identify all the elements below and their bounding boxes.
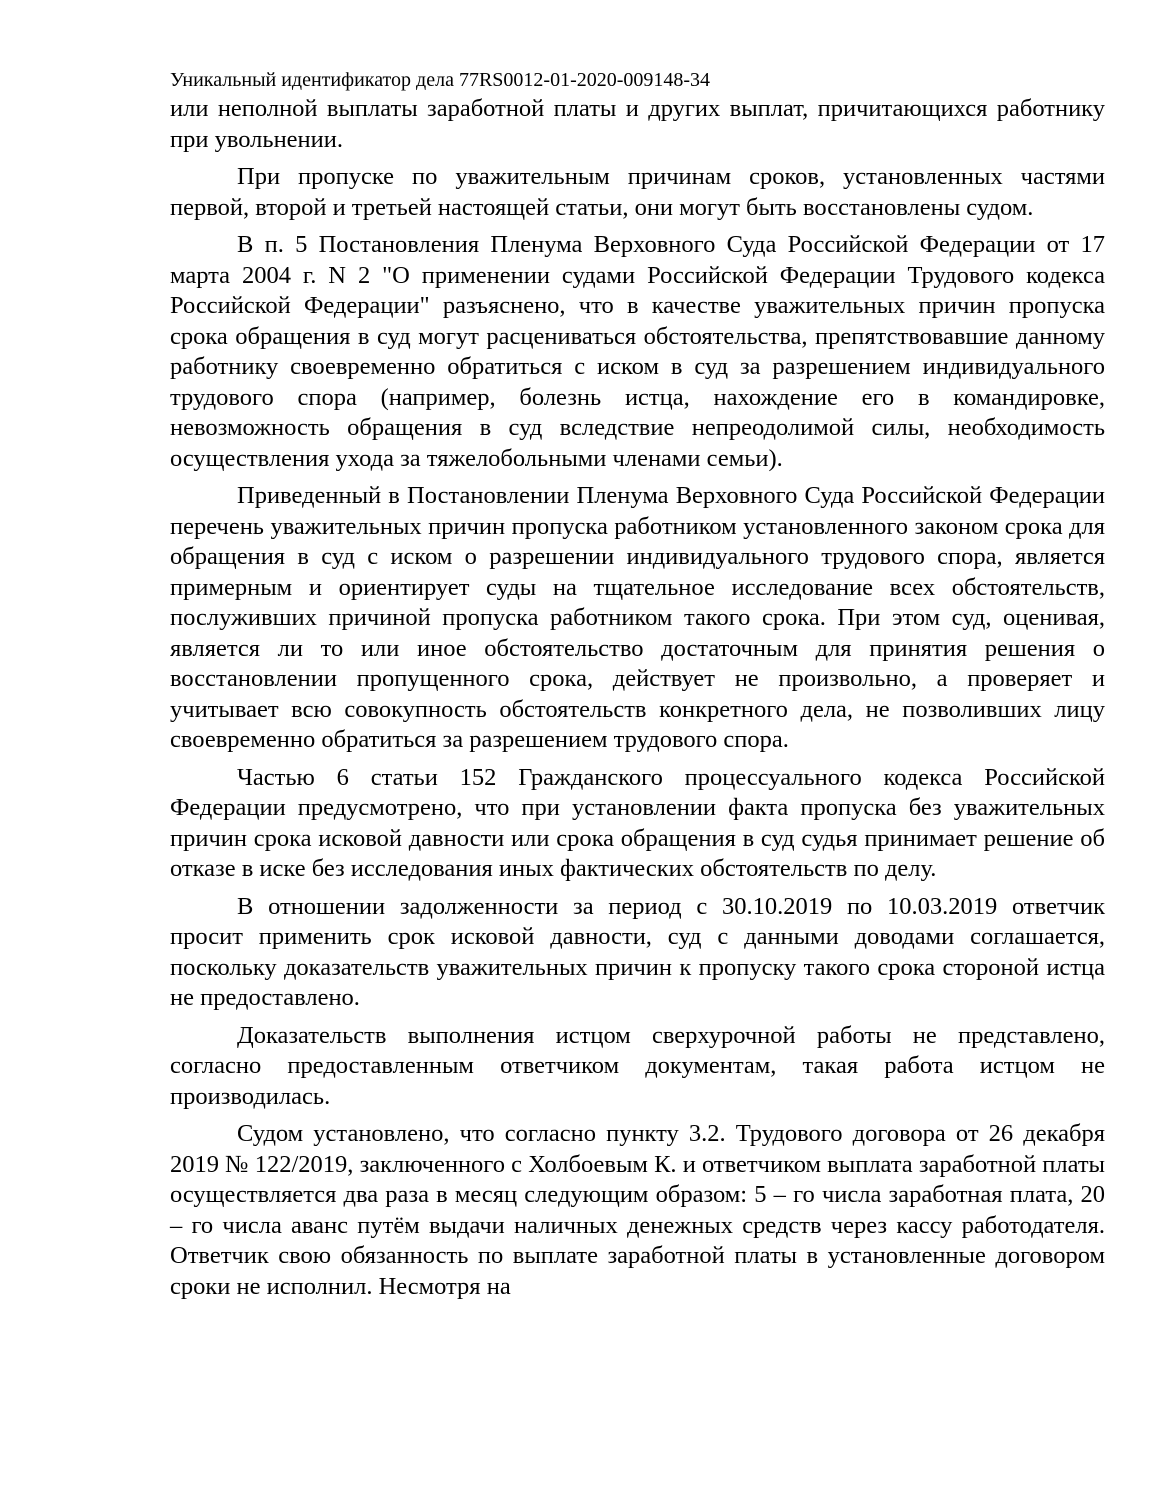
paragraph-plenum-clarification: В п. 5 Постановления Пленума Верховного Суда Российской Федерации от 17 марта 2004 г. N 2 "О применении судами Российской Федерации Трудового кодекса Российской Федерации" разъяснено, что в качестве уважительных причин пропуска срока обращения в суд могут расцениваться обстоятельства, препятствовавшие данному работнику своевременно обратиться с иском в суд за разрешением индивидуального трудового спора (например, болезнь истца, нахождение его в командировке, невозможность обращения в суд вследствие непреодолимой силы, необходимость осуществления ухода за тяжелобольными членами семьи). <box>170 231 1105 472</box>
paragraph-restoration-of-terms: При пропуске по уважительным причинам сроков, установленных частями первой, второй и третьей настоящей статьи, они могут быть восстановлены судом. <box>170 163 1105 221</box>
paragraph-overtime-evidence: Доказательств выполнения истцом сверхурочной работы не представлено, согласно предоставленным ответчиком документам, такая работа истцом не производилась. <box>170 1021 1105 1110</box>
paragraph-continuation: или неполной выплаты заработной платы и других выплат, причитающихся работнику при увольнении. <box>170 95 1105 153</box>
case-identifier: Уникальный идентификатор дела 77RS0012-01-2020-009148-34 <box>170 69 711 91</box>
paragraph-civil-procedure-code: Частью 6 статьи 152 Гражданского процессуального кодекса Российской Федерации предусмотрено, что при установлении факта пропуска без уважительных причин срока исковой давности или срока обращения в суд судья принимает решение об отказе в иске без исследования иных фактических обстоятельств по делу. <box>170 763 1105 882</box>
paragraph-labor-contract: Судом установлено, что согласно пункту 3.2. Трудового договора от 26 декабря 2019 № 122/2019, заключенного с Холбоевым К. и ответчиком выплата заработной платы осуществляется два раза в месяц следующим образом: 5 – го числа заработная плата, 20 – го числа аванс путём выдачи наличных денежных средств через кассу работодателя. Ответчик свою обязанность по выплате заработной платы в установленные договором сроки не исполнил. Несмотря на <box>170 1120 1105 1300</box>
paragraph-statute-of-limitations: В отношении задолженности за период с 30.10.2019 по 10.03.2019 ответчик просит применить срок исковой давности, суд с данными доводами соглашается, поскольку доказательств уважительных причин к пропуску такого срока стороной истца не предоставлено. <box>170 892 1105 1011</box>
paragraph-list-of-reasons: Приведенный в Постановлении Пленума Верховного Суда Российской Федерации перечень уважительных причин пропуска работником установленного законом срока для обращения в суд с иском о разрешении индивидуального трудового спора, является примерным и ориентирует суды на тщательное исследование всех обстоятельств, послуживших причиной пропуска работником такого срока. При этом суд, оценивая, является ли то или иное обстоятельство достаточным для принятия решения о восстановлении пропущенного срока, действует не произвольно, а проверяет и учитывает всю совокупность обстоятельств конкретного дела, не позволивших лицу своевременно обратиться за разрешением трудового спора. <box>170 482 1105 753</box>
document-body <box>170 66 1105 1309</box>
